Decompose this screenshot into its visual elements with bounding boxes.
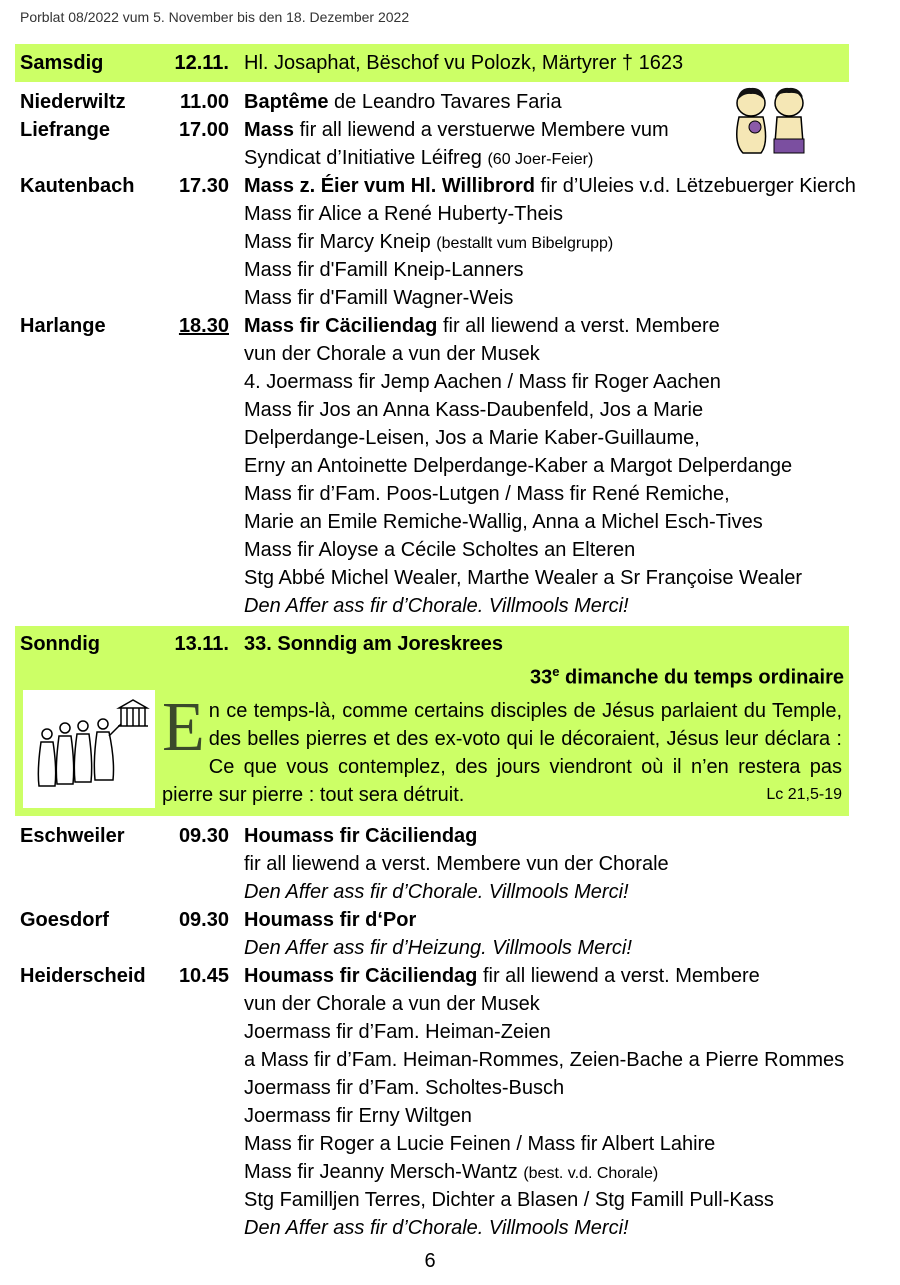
event-harlange: Mass fir Cäciliendag [244,315,438,337]
harlange-line: Mass fir Jos an Anna Kass-Daubenfeld, Jos a Marie [244,399,704,421]
heiderscheid-line: a Mass fir d’Fam. Heiman-Rommes, Zeien-Bache a Pierre Rommes [244,1049,845,1071]
event-kautenbach: Mass z. Éier vum Hl. Willibrord [244,175,535,197]
saturday-day: Samsdig [20,52,104,74]
harlange-line: Erny an Antoinette Delperdange-Kaber a Margot Delperdange [244,455,793,477]
heiderscheid-line: vun der Chorale a vun der Musek [244,993,540,1015]
place-harlange: Harlange [20,315,106,337]
heiderscheid-line: Joermass fir Erny Wiltgen [244,1105,472,1127]
time-liefrange: 17.00 [178,119,229,141]
saturday-date: 12.11. [174,52,229,74]
gospel-reference: Lc 21,5-19 [766,786,842,803]
disciples-temple-icon [23,690,155,808]
place-goesdorf: Goesdorf [20,909,109,931]
harlange-line: Marie an Emile Remiche-Wallig, Anna a Michel Esch-Tives [244,511,763,533]
kautenbach-line: Mass fir d'Famill Wagner-Weis [244,287,514,309]
heiderscheid-line: Joermass fir d’Fam. Heiman-Zeien [244,1021,551,1043]
kautenbach-note: (bestallt vum Bibelgrupp) [436,235,614,252]
event-niederwiltz: Baptême [244,91,329,113]
event-heiderscheid: Houmass fir Cäciliendag [244,965,478,987]
harlange-line: 4. Joermass fir Jemp Aachen / Mass fir Roger Aachen [244,371,721,393]
goesdorf-offering-note: Den Affer ass fir d’Heizung. Villmools Merci! [244,937,632,959]
detail-heiderscheid: fir all liewend a verst. Membere [477,965,760,987]
sunday-title: 33. Sonndig am Joreskrees [244,633,504,655]
sunday-day: Sonndig [20,633,100,655]
place-kautenbach: Kautenbach [20,175,135,197]
heiderscheid-offering-note: Den Affer ass fir d’Chorale. Villmools Merci! [244,1217,629,1239]
gospel-body: n ce temps-là, comme certains disciples de Jésus parlaient du Temple, des belles pierres et des ex-voto qui le décoraient, Jésus leur déclara : Ce que vous contemplez, des jours viendront où il n’en restera pas pierre sur pierre : tout sera détruit. [162,700,842,806]
time-goesdorf: 09.30 [178,909,229,931]
publication-header: Porblat 08/2022 vum 5. November bis den 18. Dezember 2022 [20,9,410,25]
sunday-date: 13.11. [174,633,229,655]
harlange-offering-note: Den Affer ass fir d’Chorale. Villmools Merci! [244,595,629,617]
place-eschweiler: Eschweiler [20,825,125,847]
kautenbach-line: Mass fir d'Famill Kneip-Lanners [244,259,524,281]
detail-harlange: fir all liewend a verst. Membere [437,315,720,337]
eschweiler-offering-note: Den Affer ass fir d’Chorale. Villmools Merci! [244,881,629,903]
event-goesdorf: Houmass fir d‘Por [244,909,417,931]
page-number: 6 [424,1250,436,1272]
time-heiderscheid: 10.45 [178,965,229,987]
detail-liefrange: fir all liewend a verstuerwe Membere vum [294,119,669,141]
liefrange-line: Syndicat d’Initiative Léifreg [244,147,488,169]
heiderscheid-note: (best. v.d. Chorale) [523,1165,659,1182]
harlange-line: Mass fir d’Fam. Poos-Lutgen / Mass fir René Remiche, [244,483,730,505]
detail-niederwiltz: de Leandro Tavares Faria [328,91,562,113]
gospel-drop-cap: E [162,689,205,766]
harlange-line: Stg Abbé Michel Wealer, Marthe Wealer a Sr Françoise Wealer [244,567,803,589]
time-eschweiler: 09.30 [178,825,229,847]
eschweiler-line: fir all liewend a verst. Membere vun der Chorale [244,853,669,875]
kautenbach-line: Mass fir Marcy Kneip [244,231,437,253]
harlange-line: vun der Chorale a vun der Musek [244,343,540,365]
heiderscheid-line: Stg Familljen Terres, Dichter a Blasen / Stg Famill Pull-Kass [244,1189,774,1211]
time-niederwiltz: 11.00 [180,91,229,113]
event-eschweiler: Houmass fir Cäciliendag [244,825,478,847]
place-liefrange: Liefrange [20,119,111,141]
event-liefrange: Mass [244,119,295,141]
harlange-line: Mass fir Aloyse a Cécile Scholtes an Elteren [244,539,636,561]
detail-kautenbach: fir d’Uleies v.d. Lëtzebuerger Kierch [535,175,856,197]
place-niederwiltz: Niederwiltz [20,91,126,113]
gospel-excerpt [162,689,842,809]
heiderscheid-line: Mass fir Jeanny Mersch-Wantz [244,1161,524,1183]
time-harlange: 18.30 [178,315,229,337]
harlange-line: Delperdange-Leisen, Jos a Marie Kaber-Guillaume, [244,427,700,449]
liefrange-note: (60 Joer-Feier) [487,151,594,168]
kautenbach-line: Mass fir Alice a René Huberty-Theis [244,203,564,225]
sunday-subtitle: 33e dimanche du temps ordinaire [530,664,844,689]
heiderscheid-line: Joermass fir d’Fam. Scholtes-Busch [244,1077,565,1099]
heiderscheid-line: Mass fir Roger a Lucie Feinen / Mass fir Albert Lahire [244,1133,716,1155]
time-kautenbach: 17.30 [178,175,229,197]
place-heiderscheid: Heiderscheid [20,965,146,987]
saturday-title: Hl. Josaphat, Bëschof vu Polozk, Märtyrer † 1623 [244,52,684,74]
